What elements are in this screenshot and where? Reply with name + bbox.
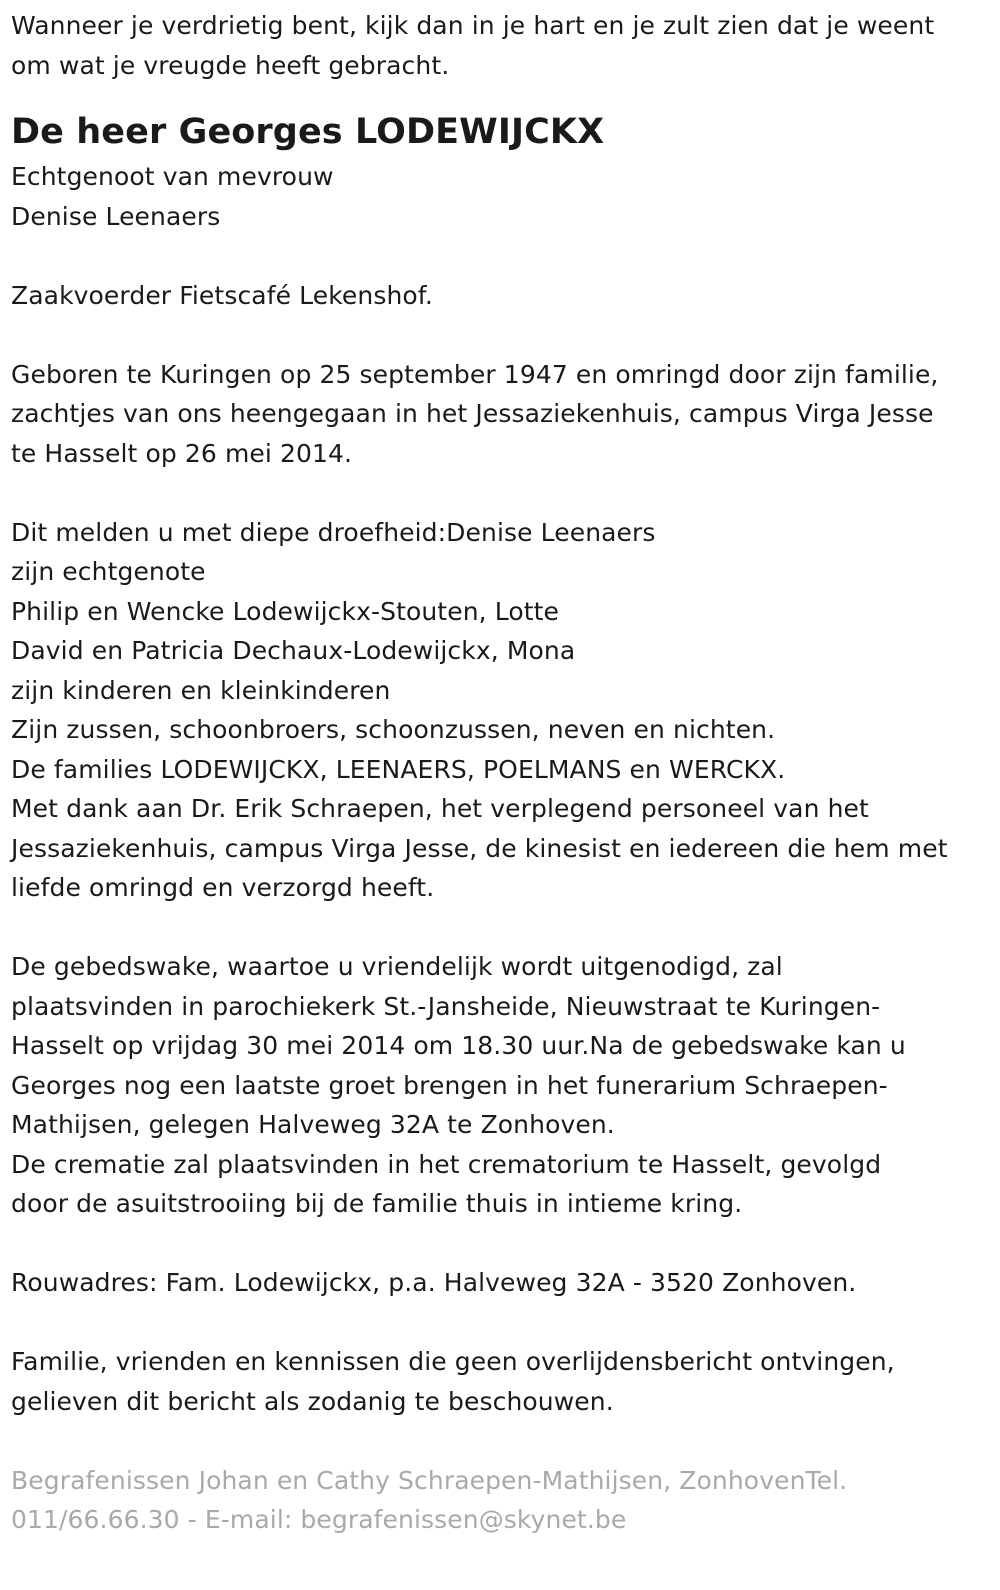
- spacer: [11, 1421, 989, 1461]
- ceremony-line: De crematie zal plaatsvinden in het crematorium te Hasselt, gevolgd: [11, 1149, 882, 1179]
- spacer: [11, 236, 989, 276]
- notice-line: Familie, vrienden en kennissen die geen overlijdensbericht ontvingen,: [11, 1347, 895, 1376]
- birth-death-line: te Hasselt op 26 mei 2014.: [11, 438, 353, 468]
- announcement-block: [11, 513, 989, 908]
- spacer: [11, 473, 989, 513]
- ceremony-block: [11, 947, 989, 1224]
- occupation: Zaakvoerder Fietscafé Lekenshof.: [11, 280, 433, 310]
- quote-line: Wanneer je verdrietig bent, kijk dan in je hart en je zult zien dat je weent: [11, 11, 935, 40]
- spacer: [11, 908, 989, 948]
- notice-block: [11, 1342, 989, 1421]
- announcement-line: De families LODEWIJCKX, LEENAERS, POELMANS en WERCKX.: [11, 754, 786, 784]
- spouse-line: Denise Leenaers: [11, 201, 221, 231]
- spacer: [11, 315, 989, 355]
- ceremony-line: Georges nog een laatste groet brengen in het funerarium Schraepen-: [11, 1070, 888, 1100]
- ceremony-line: door de asuitstrooiing bij de familie thuis in intieme kring.: [11, 1189, 743, 1218]
- spacer: [11, 1303, 989, 1343]
- ceremony-line: Hasselt op vrijdag 30 mei 2014 om 18.30 uur.Na de gebedswake kan u: [11, 1031, 906, 1060]
- deceased-name: De heer Georges LODEWIJCKX: [11, 112, 605, 152]
- announcement-line: Zijn zussen, schoonbroers, schoonzussen, neven en nichten.: [11, 715, 776, 744]
- announcement-line: Dit melden u met diepe droefheid:Denise Leenaers: [11, 517, 656, 547]
- ceremony-line: De gebedswake, waartoe u vriendelijk wordt uitgenodigd, zal: [11, 952, 783, 981]
- ceremony-line: Mathijsen, gelegen Halveweg 32A te Zonhoven.: [11, 1110, 615, 1139]
- quote-line: om wat je vreugde heeft gebracht.: [11, 50, 450, 80]
- birth-death-line: Geboren te Kuringen op 25 september 1947 en omringd door zijn familie,: [11, 359, 939, 389]
- spouse-line: Echtgenoot van mevrouw: [11, 162, 334, 191]
- spacer: [11, 1224, 989, 1264]
- birth-death-block: [11, 355, 989, 474]
- announcement-line: zijn echtgenote: [11, 557, 206, 586]
- birth-death-line: zachtjes van ons heengegaan in het Jessaziekenhuis, campus Virga Jesse: [11, 399, 934, 428]
- announcement-line: David en Patricia Dechaux-Lodewijckx, Mona: [11, 636, 576, 665]
- mourning-address: Rouwadres: Fam. Lodewijckx, p.a. Halveweg 32A - 3520 Zonhoven.: [11, 1268, 857, 1297]
- spouse-block: [11, 157, 989, 236]
- ceremony-line: plaatsvinden in parochiekerk St.-Jansheide, Nieuwstraat te Kuringen-: [11, 991, 881, 1021]
- announcement-line: liefde omringd en verzorgd heeft.: [11, 873, 435, 902]
- undertaker-footer: [11, 1461, 989, 1540]
- announcement-line: Met dank aan Dr. Erik Schraepen, het verplegend personeel van het: [11, 794, 869, 823]
- announcement-line: zijn kinderen en kleinkinderen: [11, 675, 391, 705]
- announcement-line: Jessaziekenhuis, campus Virga Jesse, de kinesist en iedereen die hem met: [11, 833, 948, 863]
- announcement-line: Philip en Wencke Lodewijckx-Stouten, Lotte: [11, 596, 559, 626]
- notice-line: gelieven dit bericht als zodanig te beschouwen.: [11, 1386, 614, 1416]
- footer-line: Begrafenissen Johan en Cathy Schraepen-Mathijsen, ZonhovenTel.: [11, 1465, 848, 1495]
- footer-line: 011/66.66.30 - E-mail: begrafenissen@skynet.be: [11, 1505, 627, 1534]
- quote-block: [11, 6, 989, 85]
